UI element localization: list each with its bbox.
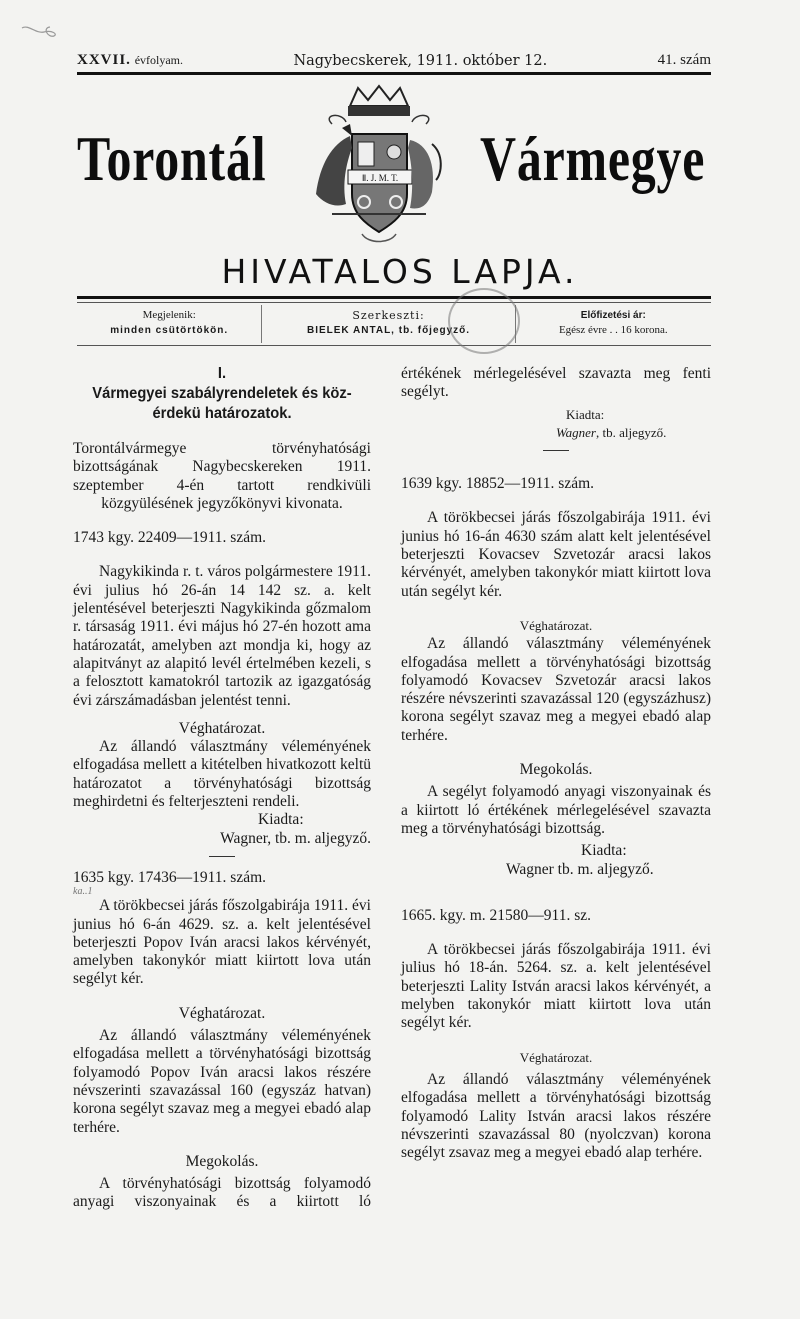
decision-heading: Véghatározat. <box>178 1004 266 1022</box>
reason-text: A segélyt folyamodó anyagi viszonyainak és a kiirtott ló értékének mérlegelésével szavazta meg a törvényhatósági bizottság. <box>401 783 711 837</box>
info-bar <box>77 305 711 343</box>
reason-heading: Megokolás. <box>185 1152 259 1170</box>
decision-text: Az állandó választmány véleményének elfogadása mellett a kitételben hivatkozott keltü határozatot a törvényhatósági bizottság meghirdetni és felterjeszteni rendeli. <box>73 738 371 811</box>
item-reference: 1639 kgy. 18852—1911. szám. <box>401 475 595 493</box>
volume: XXVII. évfolyam. <box>77 52 184 68</box>
info-bar-rule <box>77 345 711 346</box>
masthead <box>77 92 711 252</box>
right-column <box>401 365 711 1162</box>
masthead-title-left: Torontál <box>77 123 267 194</box>
header-rule <box>77 72 711 75</box>
signed-by: Wagner, tb. m. aljegyző. <box>220 829 371 847</box>
left-column <box>73 364 371 1212</box>
signed-by: Wagner, tb. aljegyző. <box>556 424 667 440</box>
reason-heading: Megokolás. <box>519 761 593 779</box>
section-title: Vármegyei szabályrendeletek és köz-érdekü határozatok. <box>92 385 352 422</box>
section-number: I. <box>217 365 227 382</box>
signed-label: Kiadta: <box>258 811 304 829</box>
library-stamp-icon <box>448 288 520 354</box>
masthead-rule <box>77 296 711 299</box>
masthead-rule-thin <box>77 302 711 303</box>
item-body: A törökbecsei járás főszolgabirája 1911. évi julius hó 18-án. 5264. sz. a. kelt jelentésével beterjeszti Lality István aracsi lakos kérvényét, a melyben takonykór miatt kiirtott lova után segélyt kér. <box>401 941 711 1032</box>
decision-text: Az állandó választmány véleményének elfogadása mellett a törvényhatósági bizottság folyamodó Popov Iván aracsi lakos részére névszerinti szavazással 160 (egyszáz hatvan) korona segélyt szavaz meg a megyei ebadó alap terhére. <box>73 1027 371 1136</box>
intro-paragraph: Torontálvármegye törvényhatósági bizottságának Nagybecskereken 1911. szeptember 4-én tartott rendkivüli közgyülésének jegyzőkönyvi kivonata. <box>73 440 371 512</box>
decision-heading: Véghatározat. <box>519 1049 593 1065</box>
decision-heading: Véghatározat. <box>178 719 266 737</box>
item-reference: 1635 kgy. 17436—1911. szám. <box>73 868 267 886</box>
decision-text: Az állandó választmány véleményének elfogadása mellett a törvényhatósági bizottság folyamodó Kovacsev Szvetozár aracsi lakos részére névszerinti szavazással 120 (egyszázhusz) korona segélyt szavaz meg a megyei ebadó alap terhére. <box>401 635 711 744</box>
item-reference: 1665. kgy. m. 21580—911. sz. <box>401 906 592 924</box>
place-date: Nagybecskerek, 1911. október 12. <box>293 53 548 69</box>
reason-text: A törvényhatósági bizottság folyamodó anyagi viszonyainak és a kiirtott ló <box>73 1175 371 1211</box>
reason-text-continued: értékének mérlegelésével szavazta meg fenti segélyt. <box>401 365 711 401</box>
item-body: A törökbecsei járás főszolgabirája 1911. évi junius hó 16-án 4630 szám alatt kelt jelentésével beterjeszti Kovacsev Szvetozár aracsi lakos kérvényét, amelyben takonykór miatt kiirtott lova után segélyt kér. <box>401 509 711 600</box>
divider <box>543 450 569 451</box>
editor-info: Szerkeszti: BIELEK ANTAL, tb. főjegyző. <box>262 305 515 343</box>
decision-heading: Véghatározat. <box>519 617 593 633</box>
masthead-subtitle: HIVATALOS LAPJA. <box>221 252 579 291</box>
masthead-title-right: Vármegye <box>480 123 706 194</box>
divider <box>209 856 235 857</box>
item-body: Nagykikinda r. t. város polgármestere 1911. évi julius hó 26-án 14 142 sz. a. kelt jelentésével beterjeszti Nagykikinda gőzmalom r. társaság 1911. évi május hó 27-én hozott ama határozatát, amelyben azt mondja ki, hogy az alapitványt az alapitó levél értelmében kezeli, s a felosztott kamatokról tartozik az igazgatóság évi zárszámadásban jelentést tenni. <box>73 563 371 709</box>
publish-info: Megjelenik: minden csütörtökön. <box>77 305 262 343</box>
subscription-price: Előfizetési ár: Egész évre . . 16 korona. <box>558 310 668 336</box>
signed-by: Wagner tb. m. aljegyző. <box>506 860 654 878</box>
item-reference: 1743 kgy. 22409—1911. szám. <box>73 529 267 547</box>
paperclip-mark-icon <box>20 24 60 38</box>
signed-label: Kiadta: <box>566 406 605 422</box>
pencil-annotation: ka..1 <box>73 886 93 898</box>
svg-text:Ⅱ. J. M. T.: Ⅱ. J. M. T. <box>361 173 399 183</box>
issue-number: 41. szám <box>657 52 711 68</box>
issue-header <box>77 52 711 69</box>
decision-text: Az állandó választmány véleményének elfogadása mellett a törvényhatósági bizottság folyamodó Lality István aracsi lakos részére névszerinti szavazással 80 (nyolczvan) korona segélyt zsavaz meg a megyei ebadó alap terhére. <box>401 1070 711 1162</box>
coat-of-arms-icon <box>302 84 457 249</box>
item-body: A törökbecsei járás főszolgabirája 1911. évi junius hó 6-án 4629. sz. a. kelt jelentésével beterjeszti Popov Iván aracsi lakos kérvényét, amelyben takonykór miatt kiirtott lova után segélyt kér. <box>73 897 371 988</box>
signed-label: Kiadta: <box>581 842 627 860</box>
